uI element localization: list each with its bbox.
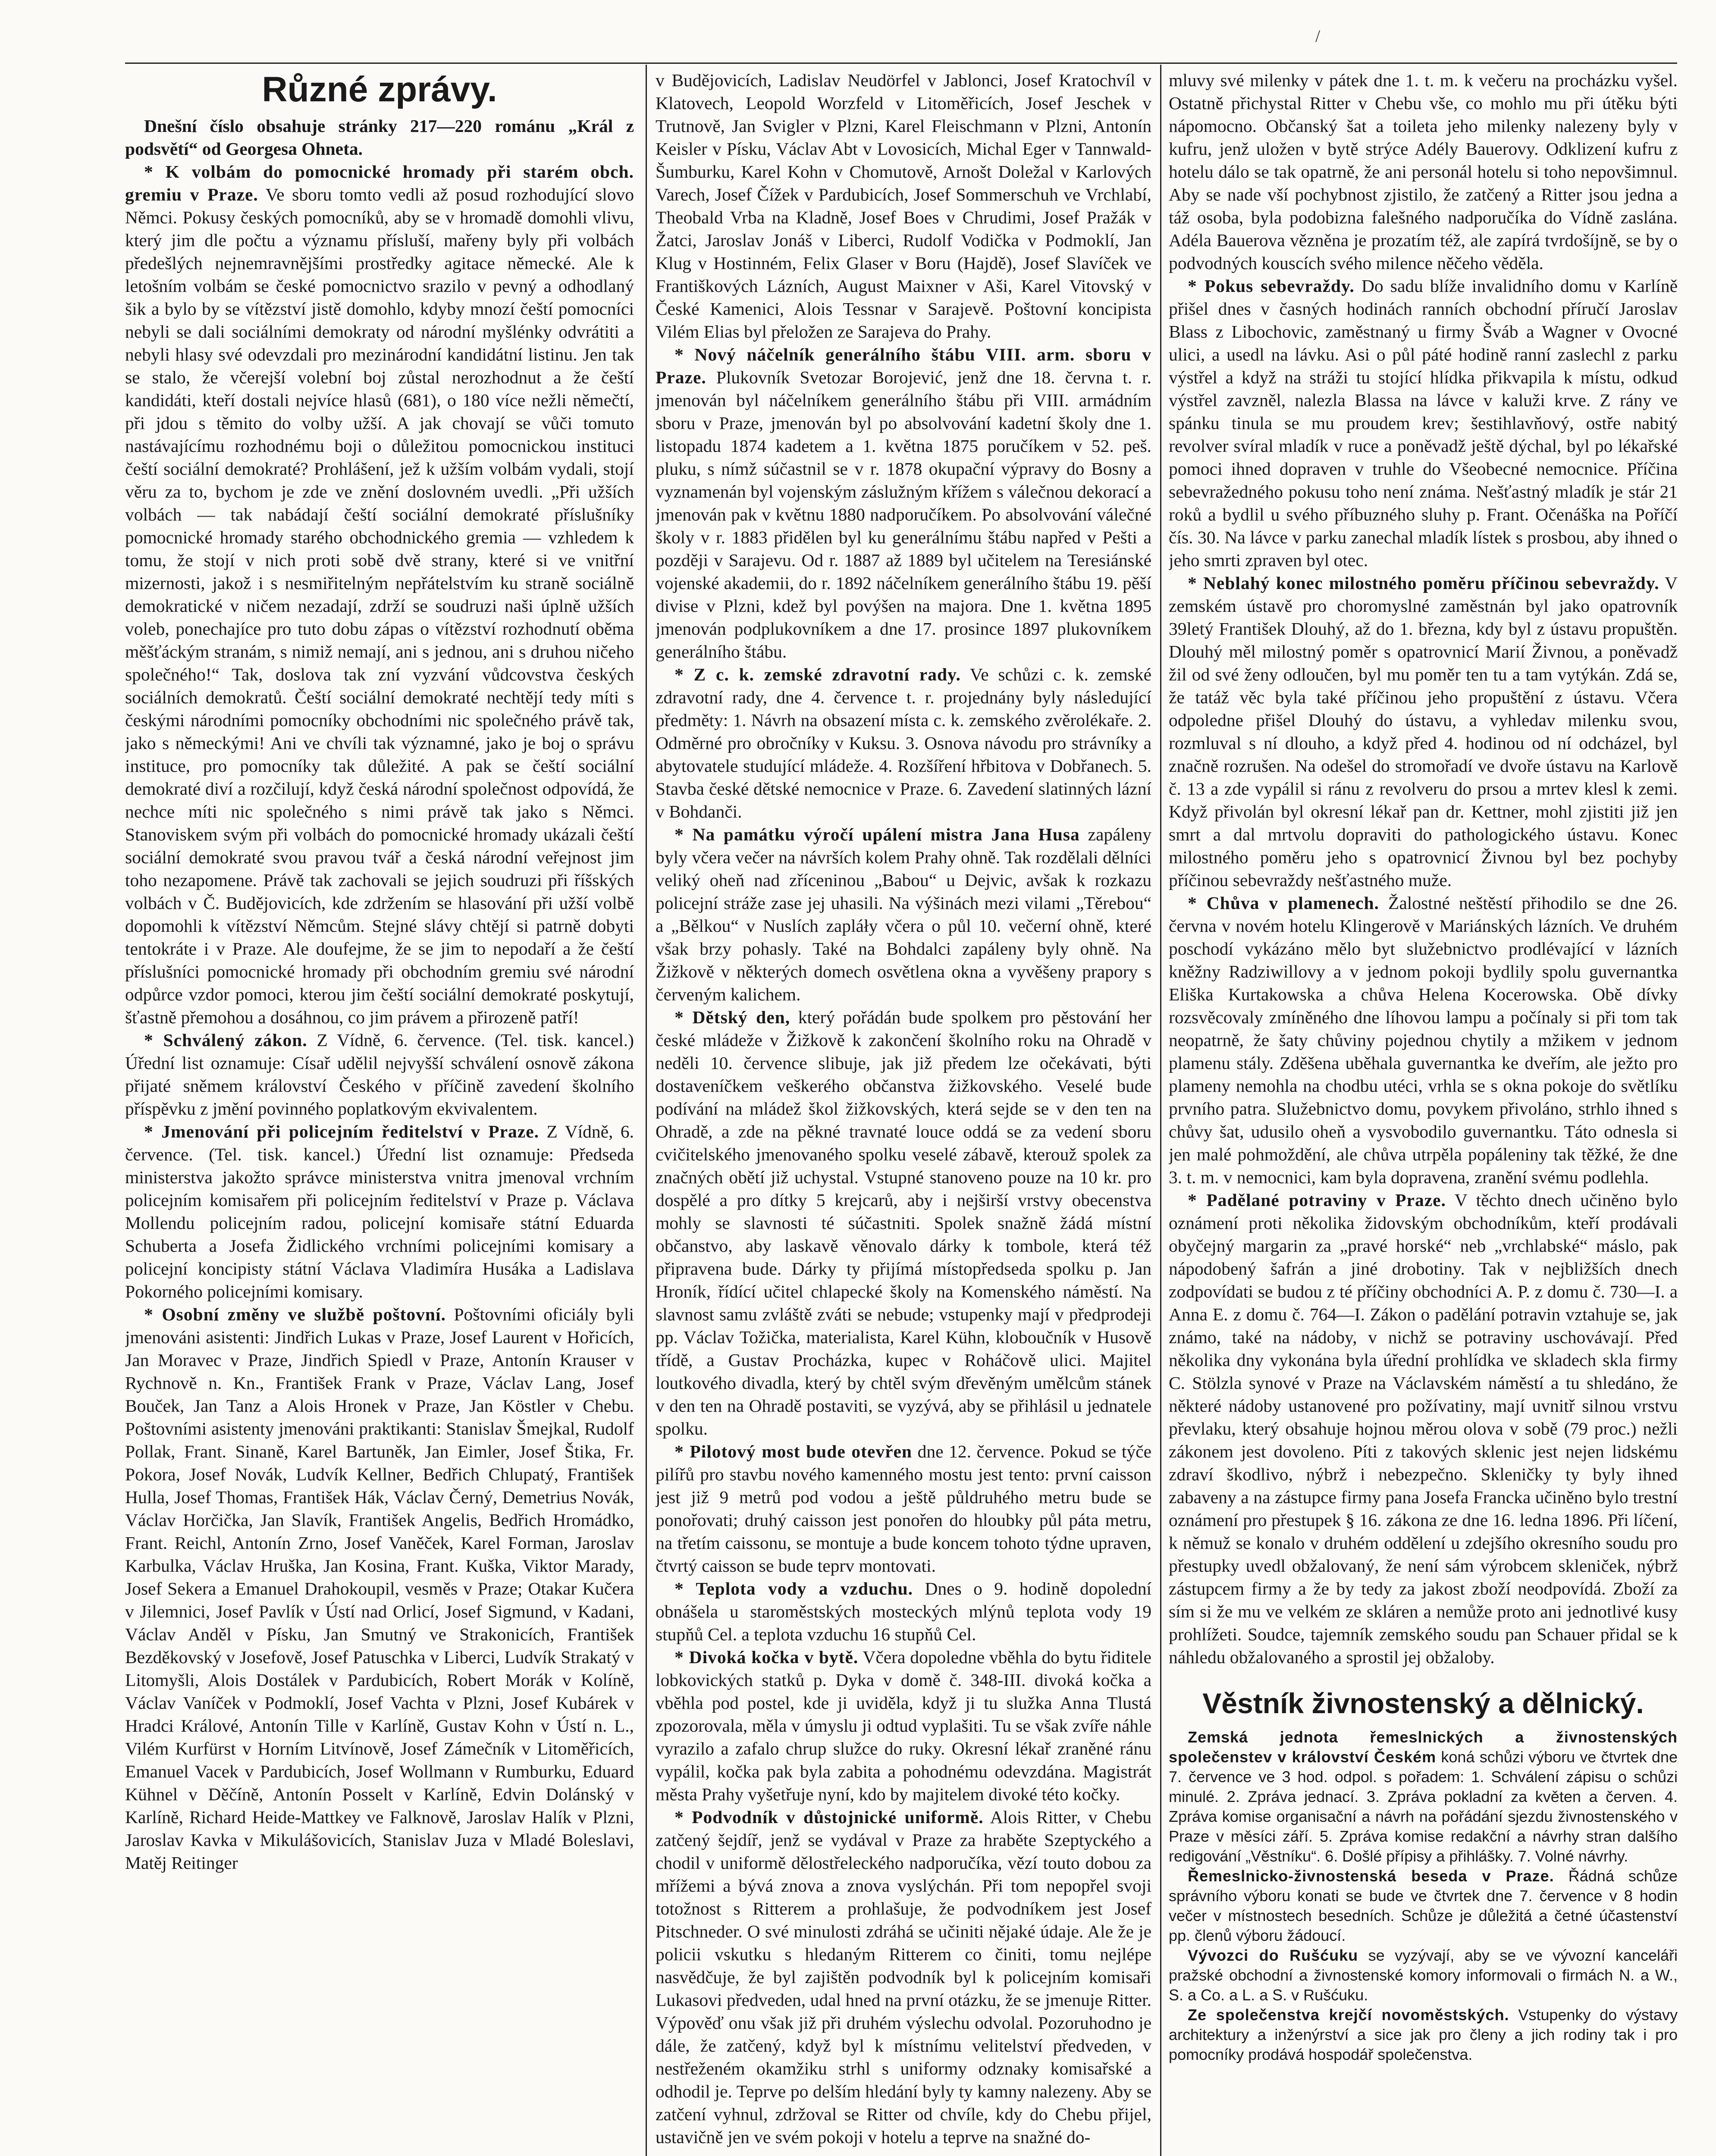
article-headline: * Divoká kočka v bytě. (674, 1647, 859, 1667)
article (656, 343, 1151, 663)
article (656, 1577, 1151, 1646)
article-headline: * Nový náčelník generálního štábu VIII. arm. sboru v Praze. (656, 345, 1151, 387)
notice-body: koná schůzi výboru ve čtvrtek dne 7. července ve 3 hod. odpol. s pořadem: 1. Schválení zápisu o schůzi minulé. 2. Zpráva jednací. 3. Zpráva pokladní za květen a červen. 4. Zpráva komise organisační a návrh na pořádání sjezdu živnostenského v Praze v měsíci září. 5. Zpráva komise redakční a návrhy stran dalšího redigování „Věstníku“. 6. Došlé přípisy a přihlášky. 7. Volné návrhy. (1169, 1748, 1678, 1865)
article (1169, 892, 1678, 1189)
article-body: Poštovními oficiály byli jmenováni asistenti: Jindřich Lukas v Praze, Josef Laurent v Hořicích, Jan Moravec v Praze, Jindřich Spiedl v Praze, Antonín Krauser v Rychnově n. Kn., František Frank v Praze, Václav Lang, Josef Bouček, Jan Tanz a Alois Hronek v Praze, Jan Köstler v Chebu. Poštovními asistenty jmenováni praktikanti: Stanislav Šmejkal, Rudolf Pollak, Frant. Sinaně, Karel Bartuněk, Jan Eimler, Josef Štika, Fr. Pokora, Josef Novák, Ludvík Kellner, Bedřich Chlupatý, František Hulla, Josef Thomas, František Hák, Václav Černý, Demetrius Novák, Václav Horčička, Jan Slavík, František Angelis, Bedřich Hromádko, Frant. Reichl, Antonín Zrno, Josef Vaněček, Karel Forman, Jaroslav Karbulka, Václav Hruška, Jan Kosina, Frant. Kuška, Viktor Marady, Josef Sekera a Emanuel Drahokoupil, vesměs v Praze; Otakar Kučera v Jilemnici, Josef Pavlík v Ústí nad Orlicí, Josef Sigmund, v Kadani, Václav Anděl v Písku, Jan Smutný ve Strakonicích, František Bezděkovský v Josefově, Josef Patuschka v Liberci, Ludvík Strakatý v Litomyšli, Alois Dostálek v Pardubicích, Robert Morák v Kolíně, Václav Vaníček v Podmoklí, Josef Vachta v Plzni, Josef Kubárek v Hradci Králové, Antonín Tille v Karlíně, Gustav Kohn v Ústí n. L., Vilém Kurfürst v Horním Litvínově, Josef Zámečník v Litoměřicích, Emanuel Vacek v Pardubicích, Josef Wollmann v Rumburku, Eduard Kühnel v Děčíně, Antonín Posselt v Karlíně, Edvin Dolánský v Karlíně, Richard Heide-Mattkey ve Falknově, Jaroslav Halík v Plzni, Jaroslav Kavka v Mikulášovicích, Stanislav Juza v Mladé Boleslavi, Matěj Reitinger (125, 1304, 634, 1873)
article-headline: * Jmenování při policejním ředitelství v Praze. (144, 1122, 540, 1141)
article-continuation: v Budějovicích, Ladislav Neudörfel v Jablonci, Josef Kratochvíl v Klatovech, Leopold Worzfeld v Litoměřicích, Josef Jeschek v Trutnově, Jan Svigler v Plzni, Karel Fleischmann v Plzni, Antonín Keisler v Písku, Václav Abt v Lovosicích, Michal Eger v Tannwald-Šumburku, Karel Kohn v Chomutově, Arnošt Doležal v Karlových Varech, Josef Čížek v Pardubicích, Josef Sommerschuh ve Vrchlabí, Theobald Vrba na Kladně, Josef Boes v Chrudimi, Josef Pražák v Žatci, Jaroslav Jonáš v Liberci, Rudolf Vodička v Podmoklí, Jan Klug v Hostinném, Felix Glaser v Boru (Hajdě), Josef Slavíček ve Františkových Lázních, August Maixner v Aši, Karel Vitovský v České Kamenici, Alois Tessnar v Sarajevě. Poštovní koncipista Vilém Elias byl přeložen ze Sarajeva do Prahy. (656, 70, 1151, 342)
article (1169, 1189, 1678, 1669)
article-headline: * Osobní změny ve službě poštovní. (144, 1304, 446, 1324)
notice-headline: Zemská jednota řemeslnických a živnostenských společenstev v království Českém (1169, 1728, 1678, 1766)
notice (1169, 1866, 1678, 1946)
article-body: zapáleny byly včera večer na návrších kolem Prahy ohně. Tak rozdělali dělníci veliký oheň nad zříceninou „Babou“ u Dejvic, avšak k rozkazu policejní stráže zase jej uhasili. Na výšinách mezi vilami „Těrebou“ a „Bělkou“ v Nuslích zapláły včera o půl 10. večerní ohně, které však brzy pohasly. Také na Bohdalci zapáleny byly ohně. Na Žižkově v některých domech osvětlena okna a vyvěšeny prapory s červeným kalichem. (656, 824, 1151, 1004)
article (125, 1029, 634, 1120)
article-headline: * Neblahý konec milostného poměru příčinou sebevraždy. (1188, 573, 1660, 593)
notice (1169, 1946, 1678, 2005)
article-body: Ve sboru tomto vedli až posud rozhodující slovo Němci. Pokusy českých pomocníků, aby se v hromadě domohli vlivu, který jim dle počtu a významu přísluší, mařeny byly při volbách předešlých nejnemravnějšími prostředky agitace německé. Ale k letošním volbám se české pomocnictvo srazilo v pevný a odhodlaný šik a bylo by se vítězství jistě domohlo, kdyby mnozí čeští pomocníci nebyli se dali sociálními demokraty od národní myšlénky odvrátiti a nebyli hlasy své odevzdali pro mezinárodní kandidátní listinu. Jen tak se stalo, že včerejší volební boj zůstal nerozhodnut a že čeští kandidáti, kteří dostali nejvíce hlasů (681), o 180 více nežli němečtí, při jdou s těmito do volby užší. A jak chovají se vůči tomuto nastávajícímu rozhodnému boji o důležitou pomocnickou instituci čeští sociální demokraté? Prohlášení, jež k užším volbám vydali, stojí věru za to, bychom je zde ve znění doslovném uvedli. „Při užších volbách — tak nabádají čeští sociální demokraté příslušníky pomocnické hromady starého obchodnického gremia — vzhledem k tomu, že stojí v nich proti sobě dvě strany, které si ve vnitřní mizernosti, jakož i s nesmiřitelným nepřátelstvím ku straně sociálně demokratické v ničem nezadají, zdrží se soudruzi naši úplně užších voleb, ponechajíce pro tuto dobu zápas o vítězství rozhodnutí oběma měšťáckým stranám, s nimiž nemají, ani s jednou, ani s druhou ničeho společného!“ Tak, doslova tak zní vyzvání vůdcovstva českých sociálních demokratů. Čeští sociální demokraté nechtějí tedy míti s českými národními pomocníky obchodními nic společného právě tak, jako s německými! Ani ve chvíli tak významné, jako je boj o správu instituce, pro pomocníky tak důležité. A pak se čeští sociální demokraté diví a rozčilují, když česká národní společnost odpovídá, že nechce míti nic společného s nimi právě tak jako s Němci. Stanoviskem svým při volbách do pomocnické hromady ukázali čeští sociální demokraté svou pravou tvář a česká národní veřejnost jim toho nezapomene. Právě tak zachovali se jejich soudruzi při říšských volbách v Č. Budějovicích, kde zdržením se hlasování při užší volbě dopomohli k vítězství Němcům. Stejné slávy chtějí si patrně dobyti tentokráte i v Praze. Ale doufejme, že se jim to nepodaří a že čeští příslušníci pomocnické hromady při obchodním gremiu své národní odpůrce vzdor pomoci, kterou jim čeští sociální demokraté poskytují, šťastně přemohou a dosáhnou, co jim právem a přirozeně patří! (125, 185, 634, 1027)
article-headline: * Padělané potraviny v Praze. (1188, 1190, 1446, 1210)
article-body: Plukovník Svetozar Borojević, jenž dne 18. června t. r. jmenován byl náčelníkem generálního štábu při VIII. armádním sboru v Praze, jmenován byl po absolvování kadetní školy dne 1. listopadu 1874 kadetem a 1. května 1875 poručíkem v 52. peš. pluku, s nímž súčastnil se v r. 1878 okupační výpravy do Bosny a vyznamenán byl vojenským záslužným křížem s válečnou dekorací a jmenován pak v květnu 1880 nadporučíkem. Po absolvování válečné školy v r. 1883 přidělen byl ku generálnímu štábu napřed v Pešti a později v Sarajevu. Od r. 1887 až 1889 byl učitelem na Teresiánské vojenské akademii, do r. 1892 náčelníkem generálního štábu 19. pěší divise v Plzni, kdež byl povýšen na majora. Dne 1. května 1895 jmenován podplukovníkem a dne 17. prosince 1897 plukovníkem generálního štábu. (656, 367, 1151, 661)
article-headline: * Schválený zákon. (144, 1030, 307, 1050)
article (125, 1303, 634, 1874)
article-headline: * Z c. k. zemské zdravotní rady. (674, 664, 961, 684)
article (656, 1006, 1151, 1440)
article (656, 1646, 1151, 1806)
article (656, 1806, 1151, 2149)
article-headline: * Dětský den, (674, 1007, 791, 1027)
article-body: který pořádán bude spolkem pro pěstování her české mládeže v Žižkově k zakončení školního roku na Ohradě v neděli 10. července slibuje, jak již předem lze očekávati, býti dostaveníčkem veškerého občanstva žižkovského. Veselé bude podívání na mládež škol žižkovských, která sejde se v den ten na Ohradě, a zde na pěkné travnaté louce oddá se za vedení sboru cvičitelského jmenovaného spolku veselé zábavě, kterouž spolek za značných obětí již uchystal. Vstupné stanoveno pouze na 10 kr. pro dospělé a pro dítky 5 krejcarů, aby i nejširší vrstvy obecenstva mohly se slavnosti té súčastniti. Spolek snažně žádá místní občanstvo, aby laskavě věnovalo dárky k tombole, která též připravena bude. Dárky ty přijímá místopředseda spolku p. Jan Hroník, řídící učitel chlapecké školy na Komenského náměstí. Na slavnost samu zvláště zváti se nebude; vstupenky mají v předprodeji pp. Václav Tožička, materialista, Karel Kühn, kloboučník v Husově třídě, a Gustav Procházka, kupec v Roháčově ulici. Majitel loutkového divadla, který by chtěl svým dřevěným umělcům stánek v den ten na Ohradě postaviti, se vyzývá, aby se přihlásil u jednatele spolku. (656, 1007, 1151, 1438)
article-lead: Dnešní číslo obsahuje stránky 217—220 románu „Král z podsvětí“ od Georgesa Ohneta. (125, 116, 634, 159)
notice (1169, 2005, 1678, 2065)
article-body: V těchto dnech učiněno bylo oznámení proti několika židovským obchodníkům, kteří prodávali obyčejný margarin za „pravé horské“ neb „vrchlabské“ máslo, pak nápodobený šafrán a jiné drobotiny. Tak v nejbližších dnech zodpovídati se budou z té příčiny obchodníci A. P. z domu č. 730—I. a Anna E. z domu č. 764—I. Zákon o padělání potravin vztahuje se, jak známo, také na nádoby, v nichž se potraviny uschovávají. Před několika dny vykonána byla úřední prohlídka ve skladech skla firmy C. Stölzla synové v Praze na Václavském náměstí a tu shledáno, že některé nádoby ustanovené pro požívatiny, mají uvnitř silnou vrstvu převlaku, který obsahuje hojnou měrou olova v sobě (79 proc.) nežli zákonem jest dovoleno. Píti z takových sklenic jest nejen lidskému zdraví škodlivo, nýbrž i nebezpečno. Skleničky ty byly ihned zabaveny a na zástupce firmy pana Josefa Francka učiněno bylo trestní oznámení pro přestupek § 16. zákona ze dne 16. ledna 1896. Při líčení, k němuž se konalo v druhém oddělení u zdejšího okresního soudu pro přestupky uvedl obžalovaný, že není sám výrobcem skleniček, nýbrž zástupcem firmy a že by tedy za jakost zboží neodpovídá. Zboží za sím si že mu ve velkém ze skláren a nemůže proto ani jednotlivé kusy prohlížeti. Soudce, tajemník zemského soudu pan Schauer přidal se k náhledu obžalovaného a sprostil jej obžaloby. (1169, 1190, 1678, 1667)
page-mark: / (1315, 26, 1321, 46)
article-body: Z Vídně, 6. července. (Tel. tisk. kancel.) Úřední list oznamuje: Císař udělil nejvyšší schválení osnově zákona přijaté sněmem království Českého v příčině zavedení školního příspěvku z jmění povinného poplatkovým ekvivalentem. (125, 1030, 634, 1119)
notice-headline: Řemeslnicko-živnostenská beseda v Praze. (1188, 1867, 1554, 1885)
column-rule-2 (1160, 65, 1161, 2156)
article (125, 160, 634, 1029)
notice-body: Řádná schůze správního výboru konati se bude ve čtvrtek dne 7. července v 8 hodin večer v místnostech besedních. Schůze je důležitá a četné účastenství pp. členů výboru žádoucí. (1169, 1867, 1678, 1944)
column-3 (1169, 69, 1678, 2156)
article-body: Ve schůzi c. k. zemské zdravotní rady, dne 4. července t. r. projednány byly následující předměty: 1. Návrh na obsazení místa c. k. zemského zvěrolékaře. 2. Odměrné pro obročníky v Kuksu. 3. Osnova návodu pro strávníky a abytovatele studující mládeže. 4. Rozšíření hřbitova v Dobřanech. 5. Stavba české dětské nemocnice v Praze. 6. Zavedení slatinných lázní v Bohdanči. (656, 664, 1151, 821)
article (656, 823, 1151, 1006)
notice-body: Vstupenky do výstavy architektury a inženýrství a sice jak pro členy a jich rodiny tak i pro pomocníky prodává hospodář společenstva. (1169, 2006, 1678, 2063)
section-title: Různé zprávy. (262, 70, 497, 109)
article-headline: * Teplota vody a vzduchu. (674, 1579, 913, 1598)
article-body: Do sadu blíže invalidního domu v Karlíně přišel dnes v časných hodinách ranních obchodní příručí Jaroslav Blass z Libochovic, zaměstnaný u firmy Šváb a Wagner v Ovocné ulici, a usedl na lávku. Asi o půl páté hodině ranní zaslechl z parku výstřel a když na stráži tu stojící hlídka přikvapila k místu, odkud výstřel zavzněl, nalezla Blassa na lávce v kaluži krve. Z rány ve spánku tinula se mu proudem krev; šestihlavňový, ostře nabitý revolver svíral mladík v ruce a poněvadž ještě dýchal, byl po lékařské pomoci ihned dopraven v truhle do Všeobecné nemocnice. Příčina sebevražedného pokusu toho není známa. Nešťastný mladík je stár 21 roků a bydlil u svého příbuzného sluhy p. Frant. Očenáška na Poříčí čís. 30. Na lávce v parku zanechal mladík lístek s prosbou, aby ihned o jeho smrti zpraven byl otec. (1169, 276, 1678, 570)
article-headline: * Na památku výročí upálení mistra Jana Husa (674, 824, 1080, 844)
article-body: Žalostné neštěstí přihodilo se dne 26. června v novém hotelu Klingerově v Mariánských lázních. Ve druhém poschodí vykázáno mělo byt služebnictvo prodlévající v lázních kněžny Radziwillovy a v jednom pokoji bydlily spolu guvernantka Eliška Kurtakowska a chůva Helena Kocerowska. Obě dívky rozsvěcovaly zmíněného dne líhovou lampu a počínaly si při tom tak neopatrně, že šaty chůviny pojednou chytily a mžikem v jednom plamenu stály. Zděšena uběhala guvernantka ke dveřím, ale ježto pro plameny nemohla na chodbu utéci, vrhla se s okna pokoje do světlíku prvního patra. Služebnictvo domu, povykem přivoláno, strhlo ihned s chůvy šat, udusilo oheň a vysvobodilo guvernantku. Táto odnesla si jen malé pohmoždění, ale chůva utrpěla popáleniny tak těžké, že dne 3. t. m. v nemocnici, kam byla dopravena, zranění svému podlehla. (1169, 893, 1678, 1187)
article-headline: * Podvodník v důstojnické uniformě. (674, 1807, 984, 1827)
article-continuation: mluvy své milenky v pátek dne 1. t. m. k večeru na procházku vyšel. Ostatně přichystal Ritter v Chebu vše, co mohlo mu při útěku býti nápomocno. Občanský šat a toileta jeho milenky nalezeny byly v kufru, jenž uložen v bytě strýce Adély Bauerovy. Odklizení kufru z hotelu dálo se tak opatrně, že ani personál hotelu si toho nepovšimnul. Aby se nade vší pochybnost zjistilo, že zatčený a Ritter jsou jedna a táž osoba, byla podobizna falešného nadporučíka do Vídně zaslána. Adéla Bauerova vězněna je prozatím též, ale zapírá tvrdošíjně, se by o podvodných kouscích svého milence něčeho věděla. (1169, 70, 1678, 273)
article-headline: * Pilotový most bude otevřen (674, 1442, 913, 1461)
article-body: Alois Ritter, v Chebu zatčený šejdíř, jenž se vydával v Praze za hraběte Szeptyckého a chodil v uniformě dělostřeleckého nadporučíka, vězí touto dobou za mřížemi a bývá znova a znova vyslýchán. Při tom nepopřel svoji totožnost s Ritterem a prohlašuje, že podvodníkem jest Josef Pitschneder. O své minulosti zdráhá se učiniti nějaké údaje. Ale že je policii vskutku s hledaným Ritterem co činiti, tomu nejlépe nasvědčuje, že byl zajištěn podvodník byl k policejním komisaři Lukasovi předveden, udal hned na první otázku, že se jmenuje Ritter. Výpověď onu však již při druhém výslechu odvolal. Pozoruhodno je dále, že zatčený, když byl k místnímu velitelství předveden, v nestřeženém okamžiku strhl s uniformy odznaky komisařské a odhodil je. Teprve po delším hledání byly ty kamny nalezeny. Aby se zatčení vyhnul, zdržoval se Ritter od chvíle, kdy do Chebu přijel, ustavičně jen ve svém pokoji v hotelu a teprve na snažné do- (656, 1807, 1151, 2147)
article (1169, 572, 1678, 892)
notice (1169, 1727, 1678, 1866)
notice-body: se vyzývají, aby se ve vývozní kanceláři pražské obchodní a živnostenské komory informovali o firmách N. a W., S. a Co. a L. a S. v Rušćuku. (1169, 1946, 1678, 2004)
column-2 (656, 69, 1151, 2156)
article (656, 1440, 1151, 1577)
article (125, 1120, 634, 1303)
section-heading: Věstník živnostenský a dělnický. (1202, 1687, 1644, 1719)
article-body: Dnes o 9. hodině dopolední obnášela u staroměstských mosteckých mlýnů teplota vody 19 stupňů Cel. a teplota vzduchu 16 stupňů Cel. (656, 1579, 1151, 1644)
header-rule (125, 63, 1677, 64)
article-headline: * Pokus sebevraždy. (1188, 276, 1355, 296)
notice-headline: Vývozci do Rušćuku (1188, 1946, 1358, 1964)
column-rule-1 (646, 65, 647, 2156)
article (656, 663, 1151, 823)
notice-headline: Ze společenstva krejčí novoměstských. (1188, 2006, 1509, 2024)
column-1 (125, 69, 634, 2156)
article-headline: * K volbám do pomocnické hromady při starém obch. gremiu v Praze. (125, 162, 634, 204)
article-body: Včera dopoledne vběhla do bytu řiditele lobkovických statků p. Dyka v domě č. 348-III. divoká kočka a vběhla pod postel, kde ji uviděla, když ji tu služka Anna Tlustá zpozorovala, měla v úmyslu ji odtud vyplašiti. Tu se však zvíře náhle vyrazilo a zafalo chrup služce do ruky. Okresní lékař zraněné ránu vypálil, kočka pak byla zabita a pohodnému odevzdána. Magistrát města Prahy vyšetřuje nyní, kdo by majitelem divoké této kočky. (656, 1647, 1151, 1804)
article-headline: * Chůva v plamenech. (1188, 893, 1379, 913)
article-body: dne 12. července. Pokud se týče pilířů pro stavbu nového kamenného mostu jest tento: první caisson jest již 9 metrů pod vodou a ještě půldruhého metru bude se ponořovati; druhý caisson jest ponořen do hloubky půl páta metru, na třetím caissonu, se montuje a bude koncem tohoto týdne upraven, čtvrtý caisson se bude teprv montovati. (656, 1442, 1151, 1576)
article-body: Z Vídně, 6. července. (Tel. tisk. kancel.) Úřední list oznamuje: Předseda ministerstva jakožto správce ministerstva vnitra jmenoval vrchním policejním komisařem při policejním ředitelství v Praze p. Václava Mollendu policejním radou, policejní komisaře státní Eduarda Schuberta a Josefa Židlického vrchními policejními komisary a policejní koncipisty státní Václava Vladimíra Husáka a Ladislava Pokorného policejními komisary. (125, 1122, 634, 1301)
article (1169, 275, 1678, 572)
article-body: V zemském ústavě pro choromyslné zaměstnán byl jako opatrovník 39letý František Dlouhý, až do 1. března, kdy byl z ústavu propuštěn. Dlouhý měl milostný poměr s opatrovnicí Marií Živnou, a poněvadž žil od své ženy odloučen, byl mu poměr ten tu a tam vytýkán. Zdá se, že tatáž věc byla také příčinou jeho propuštění z ústavu. Včera odpoledne přišel Dlouhý do ústavu, a vyhledav milenku svou, rozmluval s ní dlouho, a když před 4. hodinou od ní odcházel, byl značně rozrušen. Na odešel do stromořadí ve dvoře ústavu na Karlově č. 13 a zde vypálil si ránu z revolveru do prsou a mrtev klesl k zemi. Když přivolán byl okresní lékař pan dr. Kettner, mohl zjistiti již jen smrt a dal mrtvolu dopraviti do pathologického ústavu. Konec milostného poměru jeho s opatrovnicí Živnou byl bez pochyby příčinou sebevraždy nešťastného muže. (1169, 573, 1678, 890)
